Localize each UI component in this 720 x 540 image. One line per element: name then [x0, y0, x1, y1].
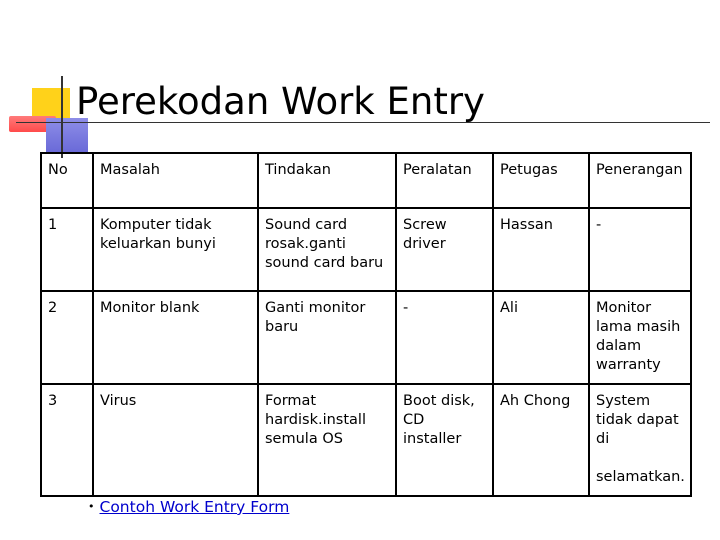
table-row: [41, 384, 691, 496]
table-header-row: [41, 153, 691, 208]
table-cell: -: [396, 291, 493, 384]
table-cell: -: [589, 208, 691, 291]
table-cell: Screw driver: [396, 208, 493, 291]
table-cell: Ganti monitor baru: [258, 291, 396, 384]
work-entry-form-link[interactable]: Contoh Work Entry Form: [99, 498, 290, 516]
slide-title: Perekodan Work Entry: [76, 80, 485, 123]
decor-vertical-line: [61, 76, 63, 158]
table-cell: 3: [41, 384, 93, 496]
table-cell: Ah Chong: [493, 384, 589, 496]
table-cell: Sound card rosak.ganti sound card baru: [258, 208, 396, 291]
header-cell: Masalah: [93, 153, 258, 208]
bullet-icon: •: [88, 500, 95, 513]
footer-bullet-item: [88, 497, 289, 519]
header-cell: Peralatan: [396, 153, 493, 208]
table-row: [41, 208, 691, 291]
penerangan-text: System tidak dapat di: [596, 393, 679, 447]
header-cell: No: [41, 153, 93, 208]
table-cell: Komputer tidak keluarkan bunyi: [93, 208, 258, 291]
header-cell: Tindakan: [258, 153, 396, 208]
table-cell: Boot disk, CD installer: [396, 384, 493, 496]
table-cell: Ali: [493, 291, 589, 384]
table-cell: Monitor blank: [93, 291, 258, 384]
header-cell: Penerangan: [589, 153, 691, 208]
table-cell: 1: [41, 208, 93, 291]
table-cell: Format hardisk.install semula OS: [258, 384, 396, 496]
penerangan-continuation: selamatkan.: [596, 469, 685, 485]
table-cell: 2: [41, 291, 93, 384]
header-cell: Petugas: [493, 153, 589, 208]
table-row: [41, 291, 691, 384]
table-cell: Virus: [93, 384, 258, 496]
work-entry-table: [40, 152, 692, 497]
table-cell: [589, 384, 691, 496]
table-cell: Hassan: [493, 208, 589, 291]
table-cell: Monitor lama masih dalam warranty: [589, 291, 691, 384]
